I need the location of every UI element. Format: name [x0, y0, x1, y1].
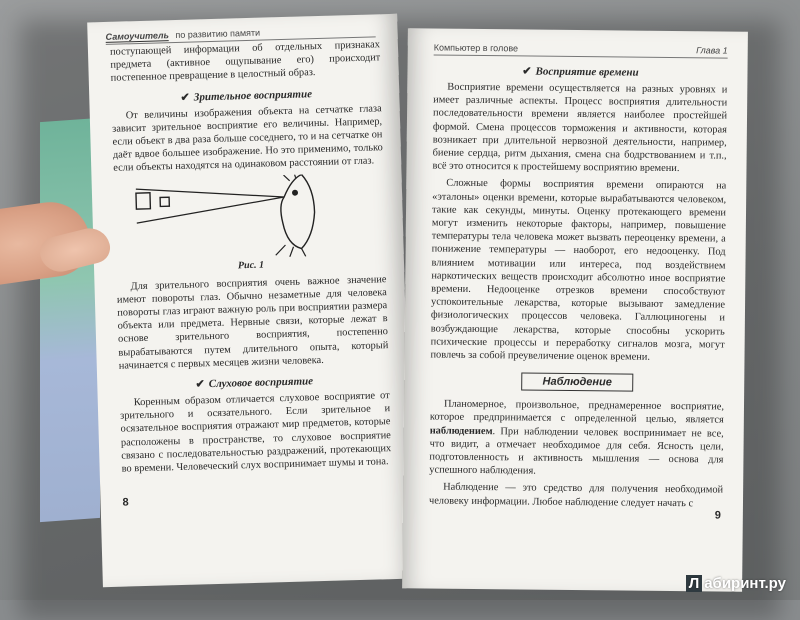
view-cone-lines [136, 185, 285, 223]
section-heading-observation: Наблюдение [521, 373, 633, 392]
term-observation: наблюдением [429, 425, 493, 437]
figure-eye-diagram [114, 172, 386, 262]
right-page [402, 28, 748, 592]
eye-outline [280, 174, 316, 249]
checkmark-icon: ✔ [195, 378, 205, 391]
time-paragraph-1: Восприятие времени осуществляется на разных уровнях и имеет различные аспекты. Процесс восприятия длительности последовательности времени является наиболее простейшей формой. Смена процессов торможения и активности, которая возникает при длительной нервозной деятельности, например, биение сердца, ритм дыхания, смена сна бодрствованием и т.п., всё это относится к простейшему восприятию времени. [432, 81, 728, 175]
left-page-number: 8 [122, 496, 129, 509]
labirint-watermark [686, 575, 786, 592]
eye-diagram-illustration [114, 172, 386, 262]
right-page-number: 9 [714, 509, 721, 522]
visual-paragraph-1: От величины изображения объекта на сетчатке глаза зависит зрительное восприятие его величины. Например, если объект в два раза больше соседнего, то и на сетчатке он даёт вдвое большее изображение. Но это применимо, только если объекты находятся на одинаковом расстоянии от глаз. [112, 102, 383, 175]
observation-paragraph-1: Планомерное, произвольное, преднамеренное восприятие, которое предпринимается с определенной целью, является наблюдением. При наблюдении человек воспринимает не все, что видит, а отмечает необходимое для себя. Ясность цели, подготовленность и активность мышления — основа для успешного наблюдения. [429, 398, 725, 477]
section-heading-visual: ✔ Зрительное восприятие [180, 87, 313, 104]
watermark-text: абиринт.ру [704, 575, 786, 592]
pupil [292, 189, 298, 195]
large-object-square [136, 192, 150, 208]
small-object-square [160, 197, 169, 206]
auditory-paragraph: Коренным образом отличается слуховое восприятие от зрительного и осязательного. Если зрительное и осязательное восприятия отражают мир предметов, которые расположены в пространстве, то слуховое восприятие связано с последовательностью раздражений, протекающих во времени. Человеческий слух воспринимает шумы и тона. [120, 390, 392, 475]
left-running-head-text: по развитию памяти [175, 27, 261, 40]
checkmark-icon: ✔ [180, 91, 190, 104]
checkmark-icon: ✔ [522, 65, 532, 78]
left-page [87, 14, 413, 587]
figure-caption: Рис. 1 [237, 259, 265, 271]
observation-paragraph-2: Наблюдение — это средство для получения необходимой человеку информации. Любое наблюдение следует начать с [428, 482, 724, 509]
visual-paragraph-2: Для зрительного восприятия очень важное значение имеют повороты глаз. Обычно незаметные для человека повороты глаз играют важную роль при восприятии размера объекта или предмета. Нервные связи, которые лежат в основе зрительного восприятия, постепенно вырабатываются путем длительного опыта, который начинается с первых месяцев жизни человека. [116, 273, 389, 372]
chapter-label: Глава 1 [696, 45, 728, 56]
section-heading-auditory: ✔ Слуховое восприятие [195, 375, 314, 391]
left-intro-paragraph: поступающей информации об отдельных признаках предмета (активное ощупывание его) происходит постепенное превращение в целостный образ. [109, 39, 381, 85]
right-running-head-text: Компьютер в голове [433, 42, 519, 54]
series-logo: Самоучитель [105, 30, 170, 42]
lower-lashes [275, 244, 305, 257]
section-heading-time: ✔ Восприятие времени [522, 65, 639, 79]
watermark-badge: Л [686, 575, 703, 592]
time-paragraph-2: Сложные формы восприятия времени опираются на «эталоны» оценки времени, которые вырабатываются человеком, такие как секунды, минуты. Оценку протекающего времени могут изменить некоторые факторы, например, повышение температуры тела человека может вызвать переоценку времени, а понижение температуры — наоборот, его недооценку. Под влиянием мотивации или интереса, под воздействием наркотических веществ происходит абсолютно иное восприятие времени. Недооценке отрезков времени способствуют успокоительные лекарства, которые вызывают замедление физиологических процессов человека. Галлюциногены и возбуждающие лекарства, которые способны ускорить психические процессы и переработку сигналов мозга, могут повлечь за собой преувеличение оценок времени. [430, 178, 727, 363]
right-running-head [434, 43, 728, 59]
